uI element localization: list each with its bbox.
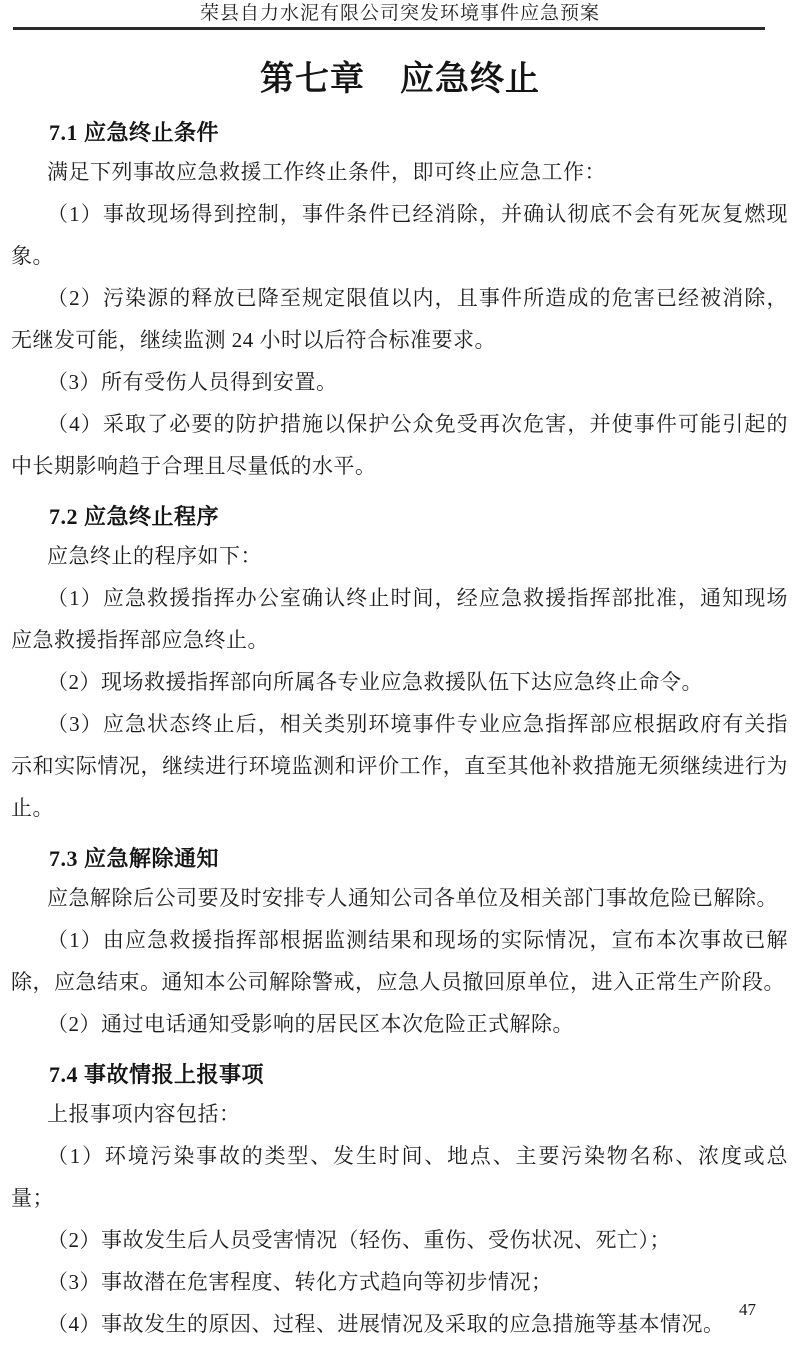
paragraph: （1）应急救援指挥办公室确认终止时间，经应急救援指挥部批准，通知现场应急救援指挥部应急终止。 xyxy=(11,586,788,652)
section-heading-7-4: 7.4 事故情报上报事项 xyxy=(49,1062,265,1087)
section-heading-7-1: 7.1 应急终止条件 xyxy=(49,120,220,145)
paragraph: （3）事故潜在危害程度、转化方式趋向等初步情况； xyxy=(47,1270,553,1294)
section-heading-7-3: 7.3 应急解除通知 xyxy=(49,846,220,871)
paragraph: （2）现场救援指挥部向所属各专业应急救援队伍下达应急终止命令。 xyxy=(47,670,703,694)
paragraph: （2）通过电话通知受影响的居民区本次危险正式解除。 xyxy=(47,1012,574,1036)
paragraph: 应急终止的程序如下： xyxy=(47,544,262,568)
header-divider xyxy=(13,27,765,30)
document-body xyxy=(0,115,800,1345)
paragraph: （2）污染源的释放已降至规定限值以内，且事件所造成的危害已经被消除，无继发可能，继续监测 24 小时以后符合标准要求。 xyxy=(11,286,788,352)
paragraph: （3）应急状态终止后，相关类别环境事件专业应急指挥部应根据政府有关指示和实际情况，继续进行环境监测和评价工作，直至其他补救措施无须继续进行为止。 xyxy=(11,712,788,820)
paragraph: （2）事故发生后人员受害情况（轻伤、重伤、受伤状况、死亡）； xyxy=(47,1228,671,1252)
paragraph: 满足下列事故应急救援工作终止条件，即可终止应急工作： xyxy=(47,160,606,184)
page-number: 47 xyxy=(739,1300,756,1319)
paragraph: （1）由应急救援指挥部根据监测结果和现场的实际情况，宣布本次事故已解除，应急结束。通知本公司解除警戒，应急人员撤回原单位，进入正常生产阶段。 xyxy=(11,928,788,994)
paragraph: （3）所有受伤人员得到安置。 xyxy=(47,370,338,394)
paragraph: 上报事项内容包括： xyxy=(47,1102,241,1126)
document-header-title: 荣县自力水泥有限公司突发环境事件应急预案 xyxy=(199,3,600,24)
paragraph: （1）事故现场得到控制，事件条件已经消除，并确认彻底不会有死灰复燃现象。 xyxy=(11,202,788,268)
chapter-title: 第七章 应急终止 xyxy=(260,61,540,98)
paragraph: （1）环境污染事故的类型、发生时间、地点、主要污染物名称、浓度或总量； xyxy=(11,1144,788,1210)
paragraph: （4）采取了必要的防护措施以保护公众免受再次危害，并使事件可能引起的中长期影响趋于合理且尽量低的水平。 xyxy=(11,412,788,478)
paragraph: 应急解除后公司要及时安排专人通知公司各单位及相关部门事故危险已解除。 xyxy=(47,886,778,910)
paragraph: （4）事故发生的原因、过程、进展情况及采取的应急措施等基本情况。 xyxy=(47,1312,725,1336)
section-heading-7-2: 7.2 应急终止程序 xyxy=(49,504,220,529)
